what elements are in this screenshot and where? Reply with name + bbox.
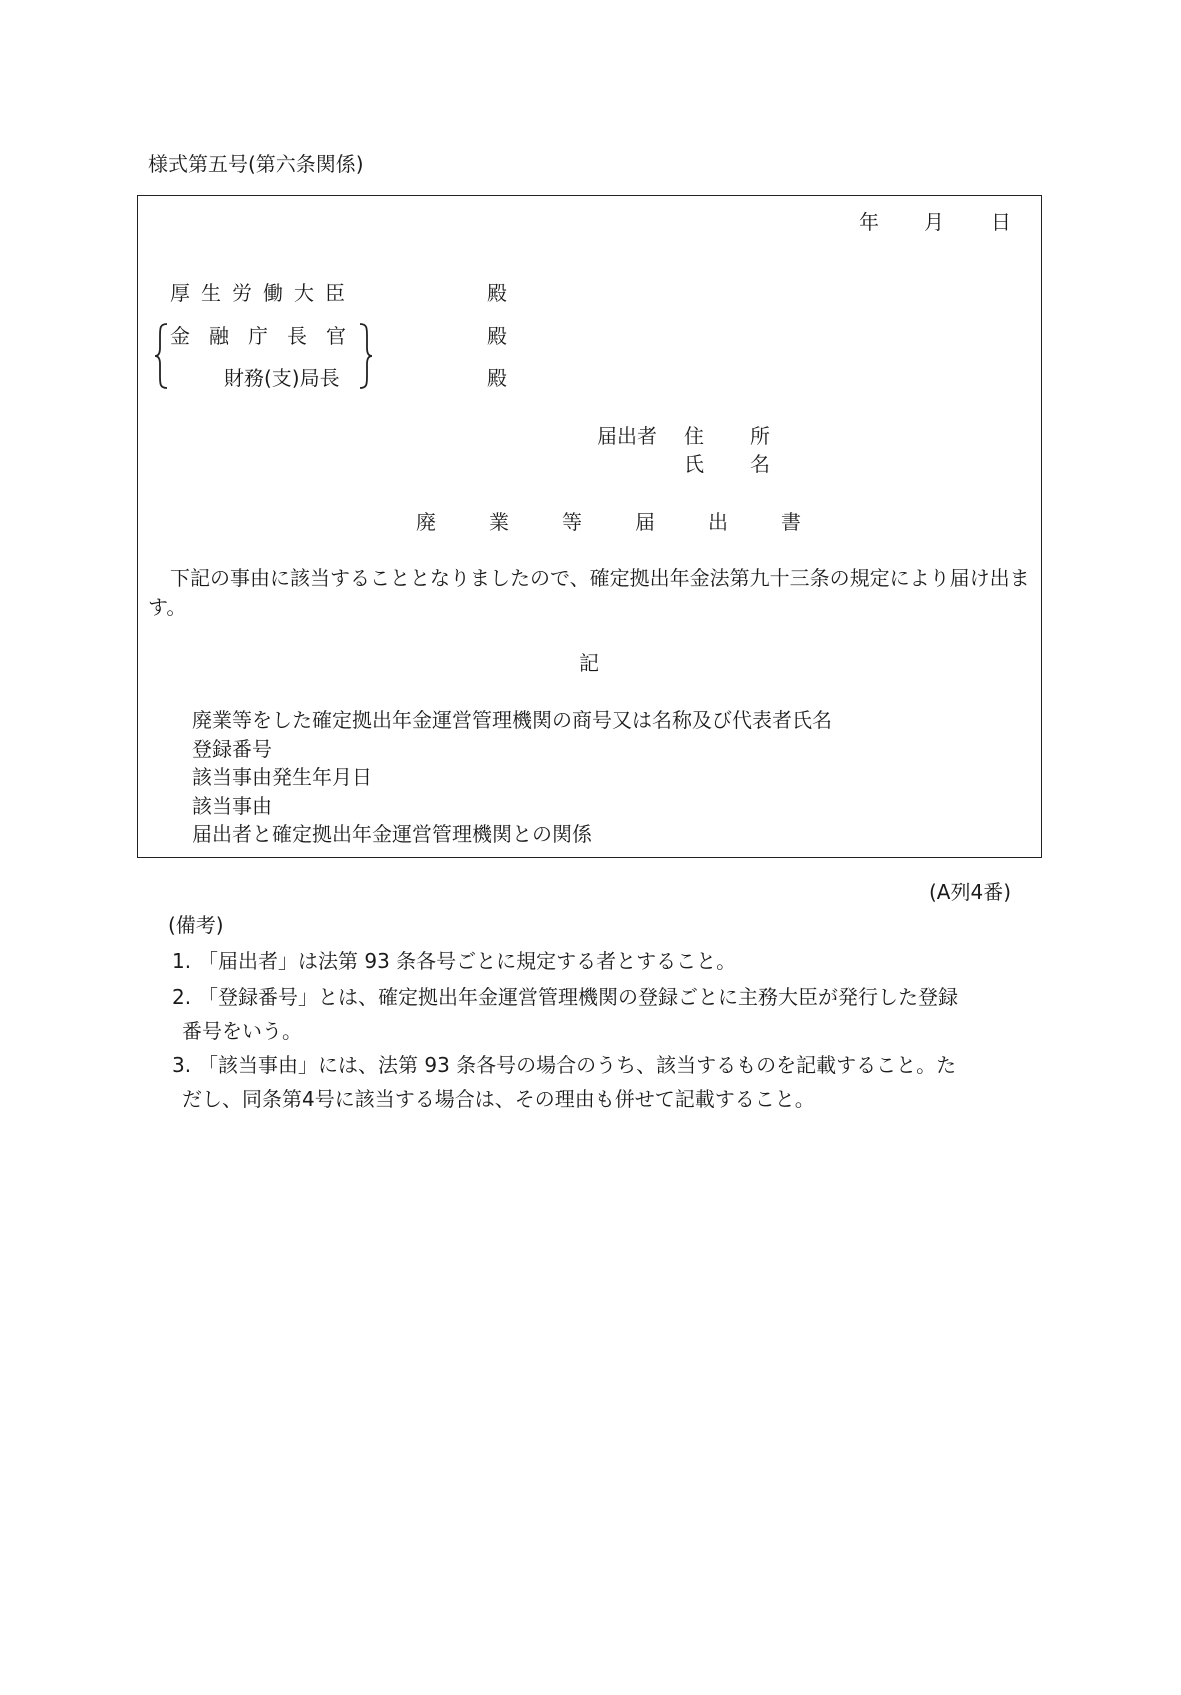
right-brace <box>357 322 373 390</box>
list-item: 該当事由発生年月日 <box>192 765 372 789</box>
note-number: 3. <box>172 1053 192 1077</box>
addressee-fsa-commissioner: 金融庁長官 <box>170 324 365 348</box>
list-item: 該当事由 <box>192 794 272 818</box>
note-continuation: 番号をいう。 <box>182 1019 302 1043</box>
date-year-label: 年 <box>859 210 879 234</box>
ki-heading: 記 <box>579 651 599 675</box>
left-brace <box>154 322 170 390</box>
honorific-2: 殿 <box>487 324 507 348</box>
note-number: 2. <box>172 985 192 1009</box>
note-text: 「届出者」は法第 93 条各号ごとに規定する者とすること。 <box>198 949 737 973</box>
note-number: 1. <box>172 949 192 973</box>
honorific-3: 殿 <box>487 366 507 390</box>
reporter-name-label: 氏名 <box>684 452 816 476</box>
reporter-address-label: 住所 <box>684 424 816 448</box>
remarks-title: (備考) <box>168 913 224 937</box>
document-title: 廃業等届出書 <box>416 510 854 534</box>
reporter-label: 届出者 <box>597 424 657 448</box>
date-month-label: 月 <box>924 210 944 234</box>
addressee-finance-bureau: 財務(支)局長 <box>224 366 340 390</box>
paper-size-note: (A列4番) <box>929 880 1012 904</box>
date-day-label: 日 <box>991 210 1011 234</box>
list-item: 届出者と確定拠出年金運営管理機関との関係 <box>192 822 592 846</box>
addressee-minister: 厚生労働大臣 <box>170 281 356 305</box>
body-paragraph: 下記の事由に該当することとなりましたので、確定拠出年金法第九十三条の規定により届け出ます。 <box>148 566 1030 619</box>
remark-note-1 <box>172 944 1042 978</box>
list-item: 登録番号 <box>192 737 272 761</box>
note-text: 「該当事由」には、法第 93 条各号の場合のうち、該当するものを記載すること。た <box>198 1053 957 1077</box>
remark-note-3 <box>172 1048 1042 1116</box>
form-label: 様式第五号(第六条関係) <box>148 152 364 176</box>
list-item: 廃業等をした確定拠出年金運営管理機関の商号又は名称及び代表者氏名 <box>192 708 832 732</box>
honorific-1: 殿 <box>487 281 507 305</box>
note-continuation: だし、同条第4号に該当する場合は、その理由も併せて記載すること。 <box>182 1087 815 1111</box>
note-text: 「登録番号」とは、確定拠出年金運営管理機関の登録ごとに主務大臣が発行した登録 <box>198 985 958 1009</box>
remark-note-2 <box>172 980 1042 1048</box>
